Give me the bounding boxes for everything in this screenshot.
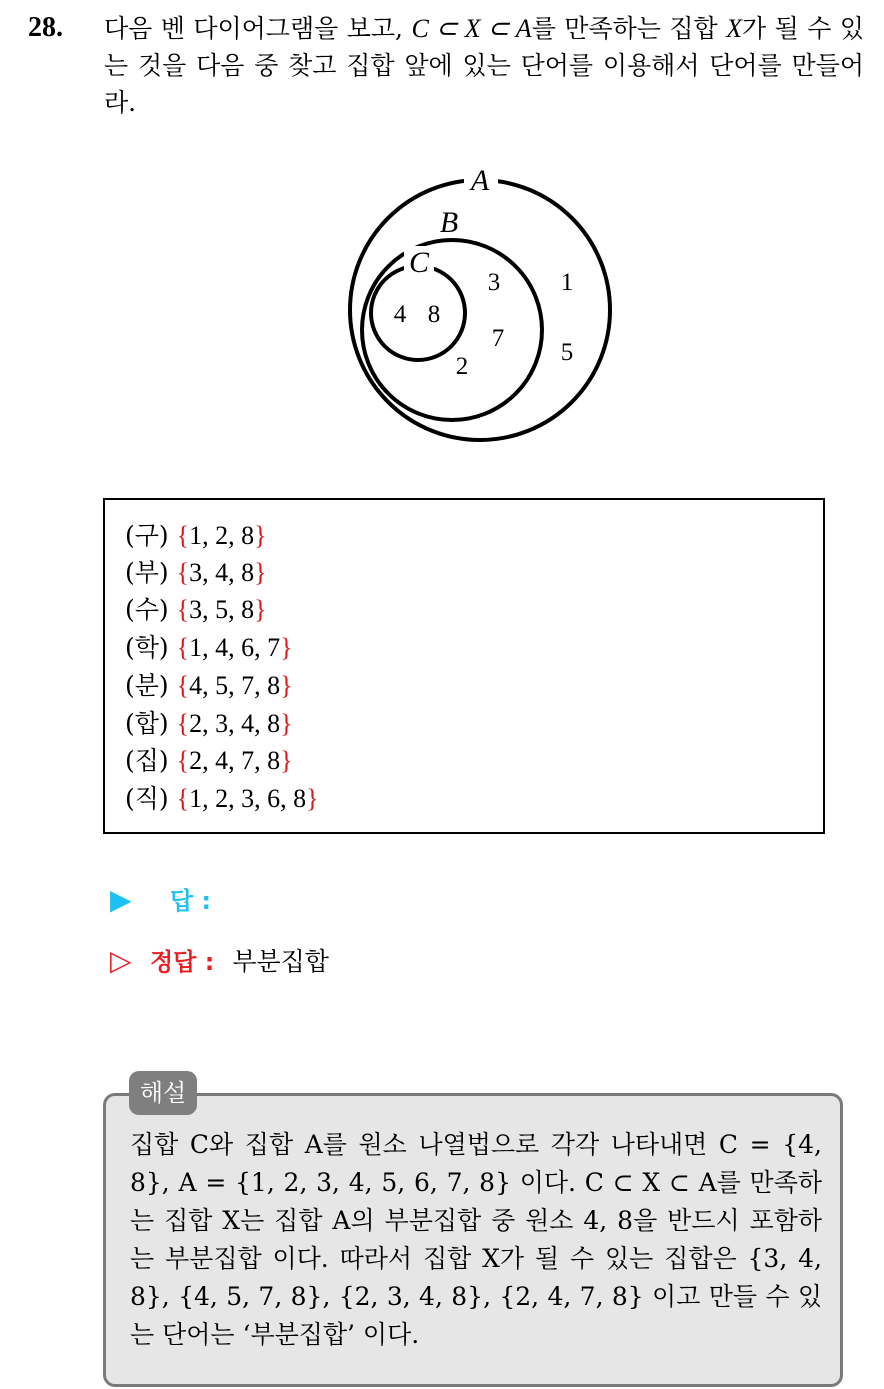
question-text-3: 가 될 수 있는 것을 다음 중 찾고 집합 앞에 있는 단어를 이용해서 단어를 만들어라. (104, 14, 864, 117)
question-text (104, 10, 864, 121)
choice-item: (구) {1, 2, 8} (125, 521, 267, 550)
correct-answer-value: 부분집합 (232, 947, 329, 976)
answer-label: 답 : (170, 887, 212, 915)
venn-label-b: B (439, 206, 459, 239)
correct-answer-row (110, 941, 329, 981)
choice-item: (직) {1, 2, 3, 6, 8} (125, 784, 319, 813)
correct-answer-label: 정답 : (150, 948, 215, 976)
venn-circle-c (371, 266, 465, 360)
venn-element: 4 (393, 301, 407, 328)
choice-item: (부) {3, 4, 8} (125, 558, 267, 587)
choice-elements: 1, 2, 8 (189, 521, 255, 550)
venn-label-c: C (408, 246, 430, 279)
choice-elements: 2, 3, 4, 8 (189, 709, 281, 738)
choice-word: (학) (125, 633, 169, 662)
question-math-condition: C ⊂ X ⊂ A (411, 14, 532, 43)
outline-triangle-icon: ▷ (110, 944, 132, 977)
choice-word: (부) (125, 558, 169, 587)
choices-box (103, 498, 825, 834)
question-text-2: 를 만족하는 집합 (531, 14, 718, 43)
choice-elements: 4, 5, 7, 8 (189, 671, 281, 700)
question-number: 28. (28, 12, 63, 43)
question-text-1: 다음 벤 다이어그램을 보고, (104, 14, 403, 43)
play-triangle-icon: ▶ (110, 883, 132, 916)
venn-circle-a (350, 180, 610, 440)
choice-item: (합) {2, 3, 4, 8} (125, 709, 293, 738)
choice-word: (직) (125, 784, 169, 813)
explanation-text: 집합 C와 집합 A를 원소 나열법으로 각각 나타내면 C = {4, 8}, A = {1, 2, 3, 4, 5, 6, 7, 8} 이다. C ⊂ X ⊂ A를 만족하는 집합 X는 집합 A의 부분집합 중 원소 4, 8을 반드시 포함하는 부분집합 이다. 따라서 집합 X가 될 수 있는 집합은 {3, 4, 8}, {4, 5, 7, 8}, {2, 3, 4, 8}, {2, 4, 7, 8} 이고 만들 수 있는 단어는 ‘부분집합’ 이다. (130, 1130, 822, 1349)
venn-element: 2 (455, 353, 469, 380)
venn-element: 7 (491, 325, 505, 352)
explanation-box (103, 1093, 843, 1387)
choice-word: (합) (125, 709, 169, 738)
venn-element: 1 (560, 269, 574, 296)
venn-circle-b (362, 240, 542, 420)
choice-item: (학) {1, 4, 6, 7} (125, 633, 293, 662)
venn-element: 3 (487, 269, 501, 296)
choice-word: (분) (125, 671, 169, 700)
choice-word: (구) (125, 521, 169, 550)
choice-elements: 2, 4, 7, 8 (189, 746, 281, 775)
venn-element: 5 (560, 339, 574, 366)
choice-item: (분) {4, 5, 7, 8} (125, 671, 293, 700)
choice-elements: 1, 4, 6, 7 (189, 633, 281, 662)
answer-row (110, 880, 211, 920)
choice-elements: 1, 2, 3, 6, 8 (189, 784, 307, 813)
choice-elements: 3, 5, 8 (189, 595, 255, 624)
venn-element: 8 (427, 301, 441, 328)
choice-item: (수) {3, 5, 8} (125, 595, 267, 624)
choice-elements: 3, 4, 8 (189, 558, 255, 587)
choice-item: (집) {2, 4, 7, 8} (125, 746, 293, 775)
choice-word: (집) (125, 746, 169, 775)
venn-label-a: A (470, 164, 490, 197)
venn-diagram (330, 160, 630, 450)
question-var-x: X (726, 14, 743, 43)
choice-word: (수) (125, 595, 169, 624)
explanation-tab: 해설 (129, 1071, 197, 1115)
